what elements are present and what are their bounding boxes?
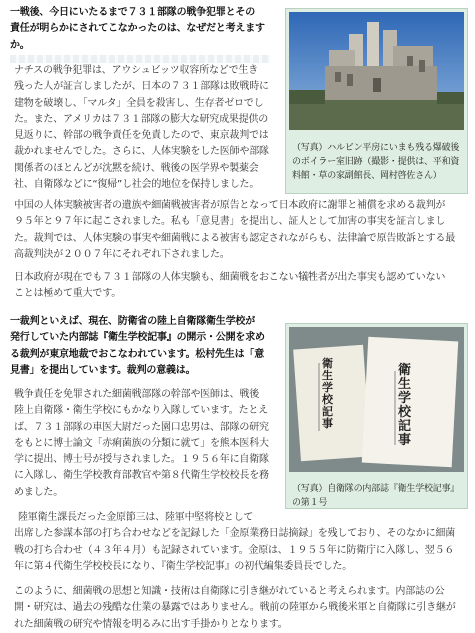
paragraph-6 [14,584,472,633]
paragraph-3 [14,270,472,303]
booklet-right-title: 衛生学校記事 [398,363,412,448]
booklet-left-title: 衛生学校記事 [322,357,333,430]
question-2 [10,314,278,379]
question-2-line: る裁判が東京地裁でおこなわれています。松村先生は「意 [10,348,264,360]
paragraph-line: このように、細菌戦の思想と知識・技術は自衛隊に引き継がれていると考えられます。内部誌の公 [14,586,445,597]
caption-line: の第１号 [292,498,328,508]
paragraph-line: 建物を破壊し、「マルタ」全員を殺害し、生存者ゼロでし [14,97,264,109]
paragraph-line: 陸軍衛生課長だった金原節三は、陸軍中堅将校として [18,512,254,523]
paragraph-line: 裁かれませんでした。さらに、人体実験をした医師や部隊 [14,146,269,158]
caption-line: 料館・草の家副館長、岡村啓佐さん） [292,171,442,181]
paragraph-line: をもとに博士論文「赤痢菌族の分類に就て」を熊本医科大 [14,437,269,449]
paragraph-line: 見返りに、幹部の戦争責任を免責したので、東京裁判では [14,130,269,142]
question-1-line-3: か。 [10,39,30,51]
paragraph-line: れた細菌戦の研究や情報を明るみに出す手掛かりとなります。 [14,618,288,630]
booklet-photo [289,327,464,472]
paragraph-line: 陸上自衛隊・衛生学校にもかなり入隊しています。たとえ [14,405,268,417]
paragraph-line: た。裁判では、人体実験の事実や細菌戦による被害も認定されながらも、法律論で原告敗訴とする最 [14,232,455,244]
paragraph-line: 残った人が証言しましたが、日本の７３１部隊は敗戦時に [14,81,269,93]
paragraph-2 [14,198,472,263]
paragraph-line: 戦争責任を免罪された細菌戦部隊の幹部や医師は、戦後 [14,389,259,400]
paragraph-line: 日本政府が現在でも７３１部隊の人体実験も、細菌戦をおこない犠牲者が出た事実も認めていない [14,272,446,283]
paragraph-line: ９５年と９７年に起こされました。私も「意見書」を提出し、証人として加害の事実を証言しまし [14,216,446,228]
figure-ruins-caption [292,141,463,183]
caption-line: のボイラー室旧跡（撮影・提供は、平和資 [292,157,460,167]
paragraph-line: 年に第４代衛生学校校長になり、『衛生学校記事』の初代編集委員長でした。 [14,560,352,572]
blurred-text-strip [10,55,270,63]
paragraph-1 [14,63,279,193]
paragraph-line: ことは極めて重大です。 [14,288,121,300]
paragraph-line: に入隊し、衛生学校教育部教官や第８代衛生学校校長を務 [14,470,269,482]
paragraph-line: 中国の人体実験被害者の遺族や細菌戦被害者が原告となって日本政府に謝罪と補償を求める裁判が [14,200,446,211]
paragraph-line: た。また、アメリカは７３１部隊の膨大な研究成果提供の [14,113,269,125]
question-1 [10,5,270,54]
paragraph-line: 学に提出、博士号が授与されました。１９５６年に自衛隊 [14,454,269,466]
question-2-line: 一裁判といえば、現在、防衛省の陸上自衛隊衛生学校が [10,316,255,327]
ruins-photo [289,12,464,130]
paragraph-4 [14,387,279,501]
paragraph-line: 出席した参謀本部の打ち合わせなどを記録した「金原業務日誌摘録」を残しており、そのなかに細菌 [14,528,455,540]
paragraph-line: 関係者のほとんどが沈黙を続け、戦後の医学界や製薬会 [14,162,259,174]
paragraph-line: 開・研究は、過去の残酷な仕業の暴露ではありません。戦前の陸軍から戦後米軍と自衛隊に引き継が [14,602,456,614]
paragraph-line: めました。 [14,486,63,498]
paragraph-line: 社、自衛隊などに“復帰”し社会的地位を保持しました。 [14,179,260,191]
figure-booklet [285,323,468,509]
question-1-line-2: 責任が明らかにされてこなかったのは、なぜだと考えます [10,23,265,35]
question-2-line: 見書」を提出しています。裁判の意義は。 [10,364,196,376]
question-1-line-1: 一戦後、今日にいたるまで７３１部隊の戦争犯罪とその [10,7,255,18]
paragraph-line: ナチスの戦争犯罪は、アウシュビッツ収容所などで生き [14,65,258,76]
caption-line: （写真）ハルビン平房にいまも残る爆破後 [292,143,460,153]
paragraph-line: 高裁判決が２００７年にそれぞれ下されました。 [14,248,230,260]
caption-line: （写真）自衛隊の内部誌『衛生学校記事』 [292,484,460,494]
question-2-line: 発行していた内部誌『衛生学校記事』の開示・公開を求め [10,332,265,344]
figure-booklet-caption [292,482,463,510]
figure-ruins [285,8,468,194]
paragraph-line: ば、７３１部隊の車医大尉だった園口忠男は、部隊の研究 [14,421,269,433]
paragraph-line: 戦の打ち合わせ（４３年４月）も記録されています。金原は、１９５５年に防衛庁に入隊し、翌５６ [14,544,455,556]
paragraph-5 [14,510,472,575]
